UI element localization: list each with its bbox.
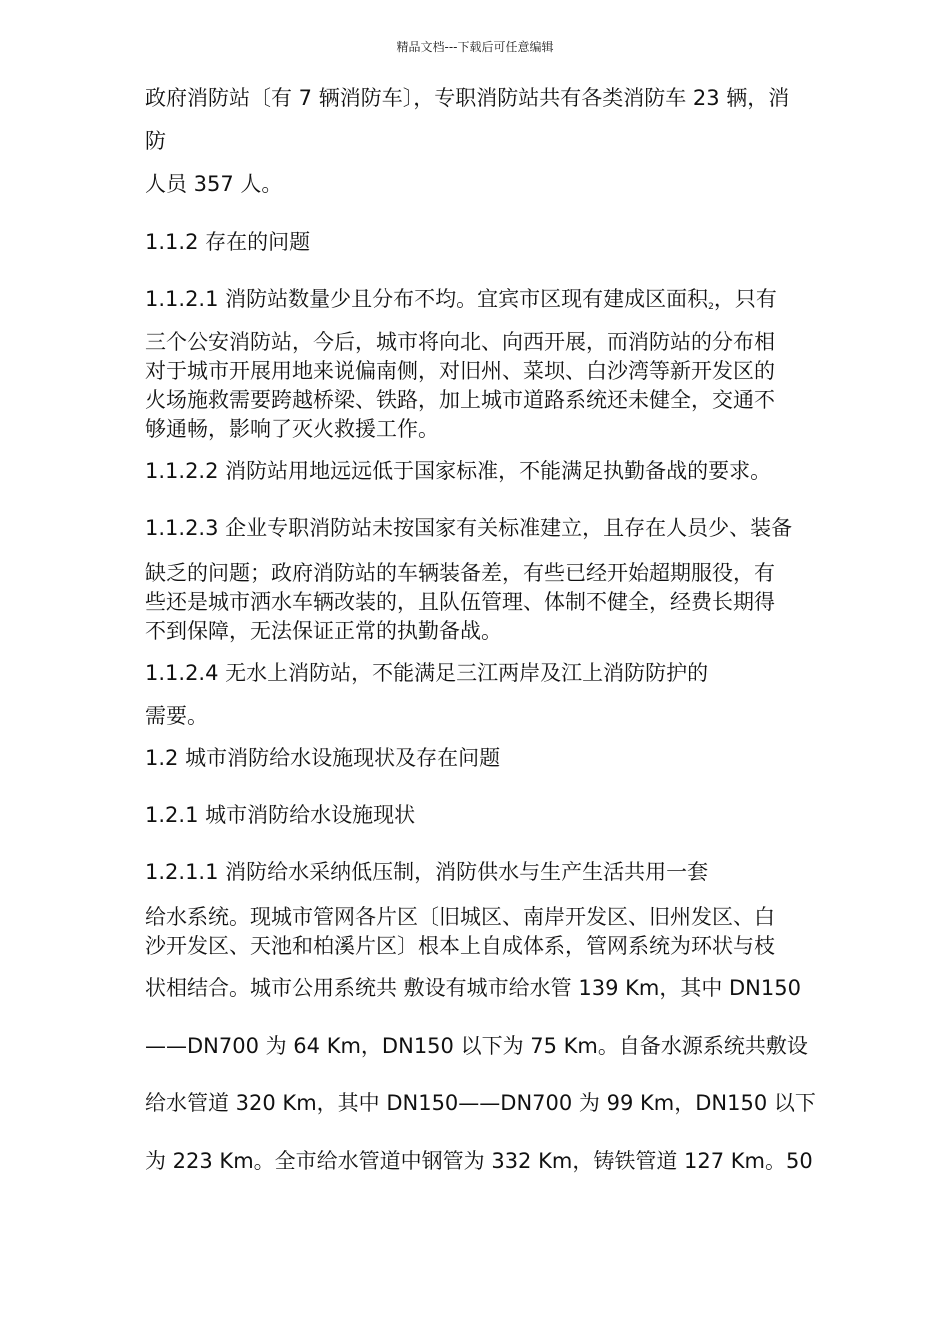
- text-line: 够通畅，影响了灭火救援工作。: [145, 417, 439, 441]
- text-segment: 1.1.2.1 消防站数量少且分布不均。宜宾市区现有建成区面积: [145, 287, 709, 311]
- text-line: 1.1.2.4 无水上消防站，不能满足三江两岸及江上消防防护的: [145, 661, 709, 685]
- subscript-text: 2: [708, 302, 714, 312]
- text-line: 防: [145, 129, 166, 153]
- text-line: 缺乏的问题；政府消防站的车辆装备差，有些已经开始超期服役，有: [145, 561, 775, 585]
- section-heading: 1.2 城市消防给水设施现状及存在问题: [145, 746, 501, 770]
- text-line: 为 223 Km。全市给水管道中钢管为 332 Km，铸铁管道 127 Km。50: [145, 1149, 813, 1173]
- text-line: 需要。: [145, 704, 208, 728]
- text-line: ——DN700 为 64 Km，DN150 以下为 75 Km。自备水源系统共敷设: [145, 1034, 808, 1058]
- text-line: 对于城市开展用地来说偏南侧，对旧州、菜坝、白沙湾等新开发区的: [145, 359, 775, 383]
- text-line: [145, 285, 777, 321]
- text-line: 三个公安消防站，今后，城市将向北、向西开展，而消防站的分布相: [145, 330, 775, 354]
- text-line: 不到保障，无法保证正常的执勤备战。: [145, 619, 502, 643]
- text-line: 1.1.2.3 企业专职消防站未按国家有关标准建立，且存在人员少、装备: [145, 516, 793, 540]
- text-line: 沙开发区、天池和柏溪片区〕根本上自成体系，管网系统为环状与枝: [145, 934, 775, 958]
- text-line: 1.2.1.1 消防给水采纳低压制，消防供水与生产生活共用一套: [145, 860, 709, 884]
- text-line: 人员 357 人。: [145, 172, 283, 196]
- text-segment: ，只有: [713, 287, 777, 311]
- page-header: 精品文档---下载后可任意编辑: [396, 40, 554, 54]
- text-line: 些还是城市洒水车辆改装的，且队伍管理、体制不健全，经费长期得: [145, 590, 775, 614]
- text-line: 政府消防站〔有 7 辆消防车〕，专职消防站共有各类消防车 23 辆，消: [145, 86, 790, 110]
- section-heading: 1.1.2 存在的问题: [145, 230, 311, 254]
- text-line: 给水系统。现城市管网各片区〔旧城区、南岸开发区、旧州发区、白: [145, 905, 775, 929]
- text-line: 火场施救需要跨越桥梁、铁路，加上城市道路系统还未健全，交通不: [145, 388, 775, 412]
- text-line: 1.1.2.2 消防站用地远远低于国家标准，不能满足执勤备战的要求。: [145, 459, 772, 483]
- text-line: 给水管道 320 Km，其中 DN150——DN700 为 99 Km，DN150 以下: [145, 1091, 816, 1115]
- section-heading: 1.2.1 城市消防给水设施现状: [145, 803, 416, 827]
- text-line: 状相结合。城市公用系统共 敷设有城市给水管 139 Km，其中 DN150: [145, 976, 801, 1000]
